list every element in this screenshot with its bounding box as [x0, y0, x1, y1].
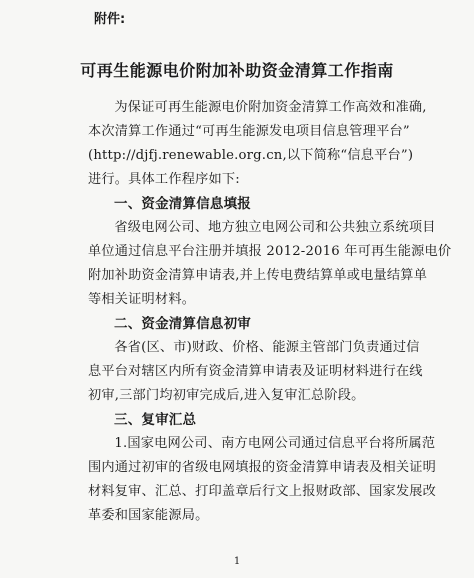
- section-3-line-1: 1.国家电网公司、南方电网公司通过信息平台将所属范: [114, 436, 436, 451]
- section-3-line-3: 材料复审、汇总、打印盖章后行文上报财政部、国家发展改: [88, 484, 437, 499]
- intro-line-2: 本次清算工作通过“可再生能源发电项目信息管理平台”: [88, 124, 410, 139]
- intro-line-4: 进行。具体工作程序如下:: [88, 172, 240, 187]
- document-body: [88, 96, 454, 528]
- section-2-heading: 二、资金清算信息初审: [114, 316, 251, 332]
- section-1-line-3: 附加补助资金清算申请表,并上传电费结算单或电量结算单: [88, 268, 428, 283]
- section-1-heading: 一、资金清算信息填报: [114, 196, 251, 212]
- section-1-line-4: 等相关证明材料。: [88, 292, 196, 307]
- section-3-heading: 三、复审汇总: [114, 412, 197, 428]
- page-number: 1: [233, 556, 241, 567]
- attachment-label: 附件:: [94, 12, 126, 27]
- section-1-line-1: 省级电网公司、地方独立电网公司和公共独立系统项目: [114, 220, 436, 235]
- section-3-line-4: 革委和国家能源局。: [88, 508, 209, 523]
- section-2-line-1: 各省(区、市)财政、价格、能源主管部门负责通过信: [114, 340, 420, 355]
- section-1-line-2: 单位通过信息平台注册并填报 2012-2016 年可再生能源电价: [88, 244, 452, 259]
- intro-line-1: 为保证可再生能源电价附加资金清算工作高效和准确,: [114, 100, 427, 115]
- section-3-line-2: 围内通过初审的省级电网填报的资金清算申请表及相关证明: [88, 460, 437, 475]
- section-2-line-3: 初审,三部门均初审完成后,进入复审汇总阶段。: [88, 388, 365, 403]
- intro-line-3: (http://djfj.renewable.org.cn,以下简称“信息平台”): [88, 148, 414, 163]
- section-2-line-2: 息平台对辖区内所有资金清算申请表及证明材料进行在线: [88, 364, 423, 379]
- document-title: 可再生能源电价附加补助资金清算工作指南: [80, 61, 394, 80]
